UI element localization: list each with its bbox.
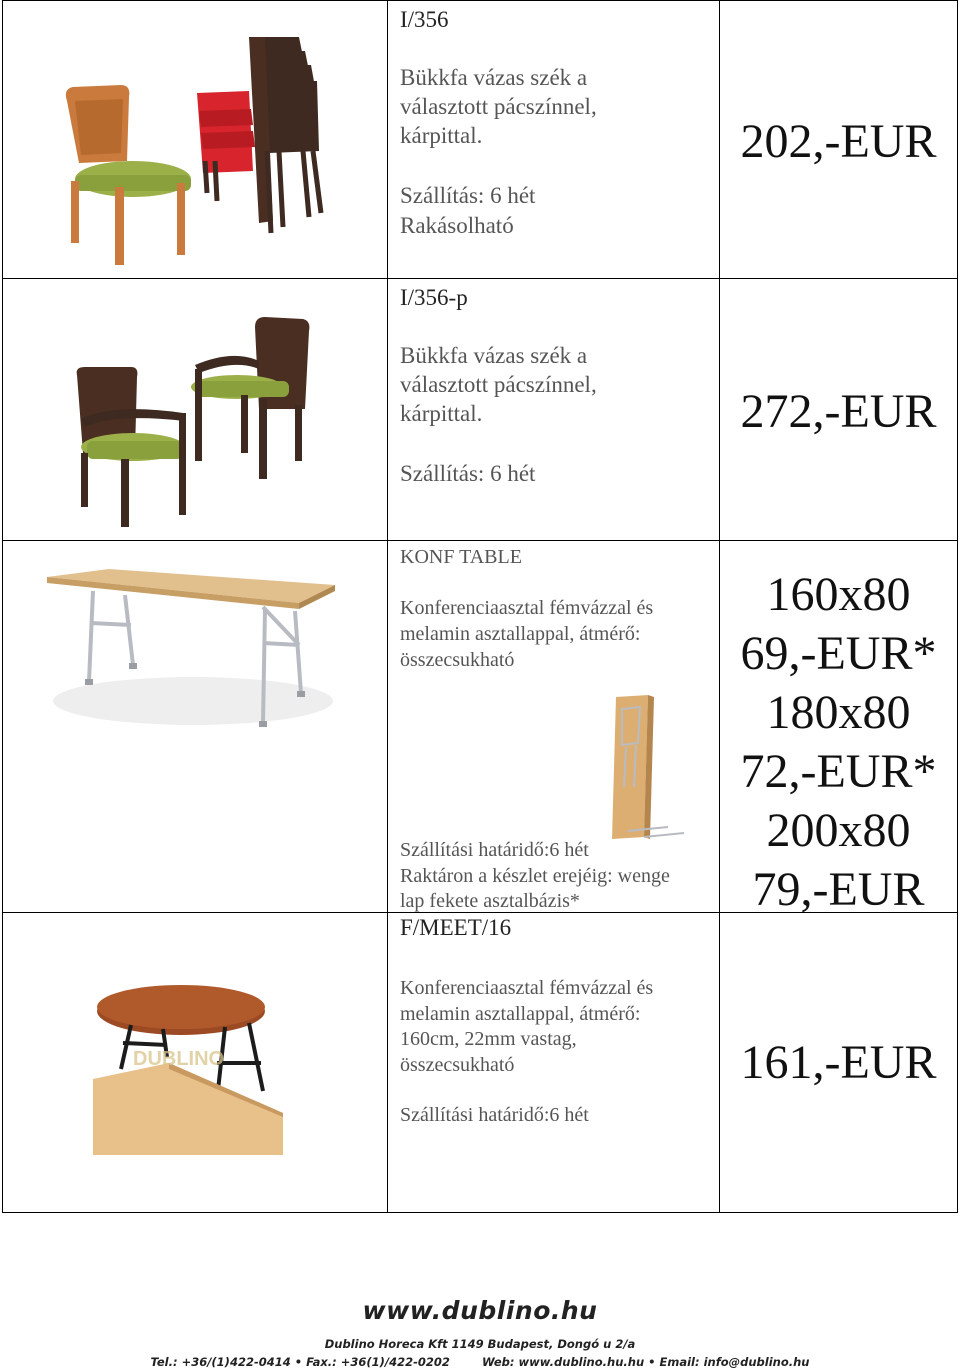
price: 272,-EUR xyxy=(740,385,937,438)
product-row-2 xyxy=(2,278,958,541)
product-row-3 xyxy=(2,540,958,916)
description-line: 160cm, 22mm vastag, xyxy=(400,1028,577,1050)
description-line: összecsukható xyxy=(400,649,515,671)
price: 202,-EUR xyxy=(740,115,937,168)
product-description-cell xyxy=(387,541,719,912)
product-row-4 xyxy=(2,912,958,1213)
product-image-cell xyxy=(3,1,387,278)
description-line: összecsukható xyxy=(400,1054,515,1076)
shipping-info: Szállítás: 6 hét xyxy=(400,461,536,486)
description-line: Bükkfa vázas szék a xyxy=(400,343,588,368)
product-image-cell xyxy=(3,541,387,912)
product-code: F/MEET/16 xyxy=(400,915,512,940)
description-line: Konferenciaasztal fémvázzal és xyxy=(400,597,654,619)
description-line: kárpittal. xyxy=(400,401,483,426)
description-line: kárpittal. xyxy=(400,123,483,148)
price-list xyxy=(720,565,957,919)
size-price: 72,-EUR* xyxy=(740,745,937,798)
stacking-chair-image xyxy=(3,1,387,280)
footer-address: Dublino Horeca Kft 1149 Budapest, Dongó u 2/a xyxy=(324,1337,636,1351)
product-code: I/356 xyxy=(400,7,449,32)
stock-line: lap fekete asztalbázis* xyxy=(400,890,580,912)
product-price-cell xyxy=(719,1,957,278)
product-row-1 xyxy=(2,0,958,279)
description-line: Konferenciaasztal fémvázzal és xyxy=(400,977,654,999)
description-line: melamin asztallappal, átmérő: xyxy=(400,623,641,645)
product-code: I/356-p xyxy=(400,285,468,310)
folded-table-image xyxy=(604,691,694,851)
size-option: 160x80 xyxy=(766,568,911,621)
shipping-info: Szállítási határidő:6 hét xyxy=(400,839,589,861)
round-folding-table-image xyxy=(3,913,387,1214)
watermark-text: DUBLINO xyxy=(133,1048,225,1070)
stackable-note: Rakásolható xyxy=(400,213,514,238)
stock-line: Raktáron a készlet erejéig: wenge xyxy=(400,865,670,887)
armchair-image xyxy=(3,279,387,542)
product-description-cell xyxy=(387,1,719,278)
size-option: 180x80 xyxy=(766,686,911,739)
product-image-cell xyxy=(3,913,387,1212)
size-price: 79,-EUR xyxy=(752,863,925,916)
product-image-cell xyxy=(3,279,387,540)
shipping-info: Szállítási határidő:6 hét xyxy=(400,1104,589,1126)
price: 161,-EUR xyxy=(740,1036,937,1089)
footer-contact: Tel.: +36/(1)422-0414 • Fax.: +36(1)/422-0202 Web: www.dublino.hu.hu • Email: info@dublino.hu xyxy=(150,1355,810,1369)
folding-table-image xyxy=(3,541,387,914)
product-price-cell xyxy=(719,541,957,916)
size-price: 69,-EUR* xyxy=(740,627,937,680)
shipping-info: Szállítás: 6 hét xyxy=(400,183,536,208)
product-price-cell xyxy=(719,279,957,540)
footer-website[interactable]: www.dublino.hu xyxy=(362,1296,598,1325)
product-description-cell xyxy=(387,279,719,540)
description-line: választott pácszínnel, xyxy=(400,372,597,397)
description-line: melamin asztallappal, átmérő: xyxy=(400,1003,641,1025)
description-line: választott pácszínnel, xyxy=(400,94,597,119)
size-option: 200x80 xyxy=(766,804,911,857)
product-code: KONF TABLE xyxy=(400,546,522,568)
product-price-cell xyxy=(719,913,957,1212)
description-line: Bükkfa vázas szék a xyxy=(400,65,588,90)
product-description-cell xyxy=(387,913,719,1212)
